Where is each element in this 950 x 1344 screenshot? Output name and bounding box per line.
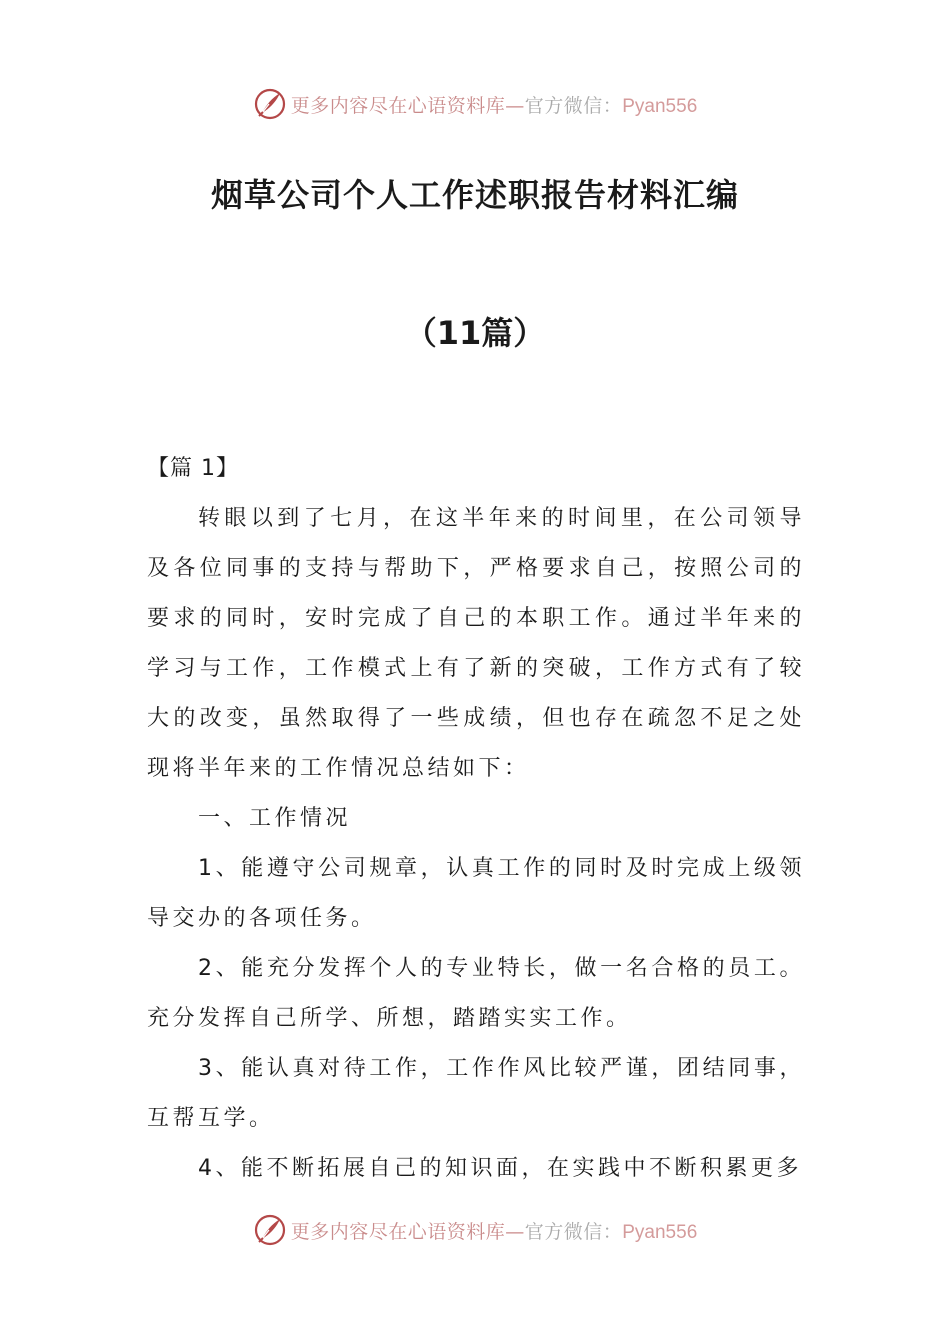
- document-subtitle: （11篇）: [404, 314, 546, 352]
- quill-logo-icon: [253, 87, 287, 121]
- watermark-wechat-id: Pyan556: [622, 1221, 698, 1243]
- document-body: [147, 444, 805, 1194]
- watermark-slogan: 更多内容尽在心语资料库—: [290, 1220, 525, 1243]
- watermark-slogan: 更多内容尽在心语资料库—: [290, 94, 525, 117]
- header-watermark: [0, 84, 950, 124]
- watermark-wechat-label: 官方微信：: [524, 94, 623, 117]
- watermark-wechat-id: Pyan556: [622, 95, 698, 117]
- section-label: 【篇 1】: [147, 456, 239, 481]
- watermark-text: [291, 91, 698, 118]
- list-item-2: 2、能充分发挥个人的专业特长，做一名合格的员工。充分发挥自己所学、所想，踏踏实实工作。: [147, 956, 805, 1031]
- list-item-4: 4、能不断拓展自己的知识面，在实践中不断积累更多: [198, 1156, 802, 1181]
- footer-watermark: [0, 1210, 950, 1250]
- list-item-1: 1、能遵守公司规章，认真工作的同时及时完成上级领导交办的各项任务。: [147, 856, 805, 931]
- watermark-wechat-label: 官方微信：: [524, 1220, 623, 1243]
- watermark-text: [291, 1217, 698, 1244]
- quill-logo-icon: [253, 1213, 287, 1247]
- paragraph-intro: 转眼以到了七月，在这半年来的时间里，在公司领导及各位同事的支持与帮助下，严格要求自己，按照公司的要求的同时，安时完成了自己的本职工作。通过半年来的学习与工作，工作模式上有了新的突破，工作方式有了较大的改变，虽然取得了一些成绩，但也存在疏忽不足之处现将半年来的工作情况总结如下：: [147, 506, 805, 781]
- document-title: 烟草公司个人工作述职报告材料汇编: [210, 176, 739, 214]
- heading-work-status: 一、工作情况: [198, 806, 352, 831]
- list-item-3: 3、能认真对待工作，工作作风比较严谨，团结同事，互帮互学。: [147, 1056, 805, 1131]
